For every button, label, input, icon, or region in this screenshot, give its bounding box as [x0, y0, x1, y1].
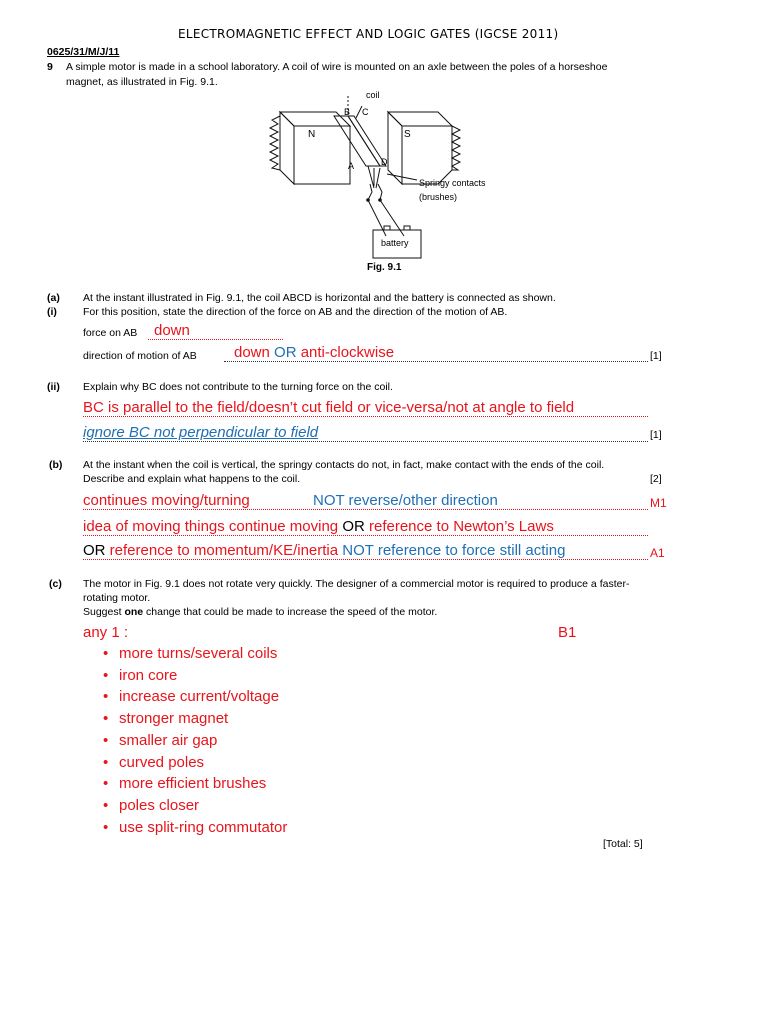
- part-b-mark1: M1: [650, 496, 667, 510]
- part-b-label: (b): [49, 459, 63, 471]
- part-a-ii-text: Explain why BC does not contribute to the turning force on the coil.: [83, 381, 393, 393]
- part-b-marks: [2]: [650, 473, 662, 485]
- list-item: • more turns/several coils: [103, 645, 278, 662]
- page-title: ELECTROMAGNETIC EFFECT AND LOGIC GATES (IGCSE 2011): [178, 27, 559, 41]
- part-b-answer2-red-b: reference to Newton’s Laws: [364, 518, 554, 535]
- part-b-answer1-red: continues moving/turning: [83, 492, 250, 509]
- part-a-ii-marks: [1]: [650, 429, 662, 441]
- part-a-text: At the instant illustrated in Fig. 9.1, the coil ABCD is horizontal and the battery is connected as shown.: [83, 292, 556, 304]
- paper-reference: 0625/31/M/J/11: [47, 46, 120, 58]
- list-item: • smaller air gap: [103, 731, 218, 749]
- part-c-text-line3-b: change that could be made to increase the speed of the motor.: [143, 606, 438, 618]
- total-marks: [Total: 5]: [603, 838, 643, 850]
- list-item: • curved poles: [103, 753, 205, 771]
- figure-9-1: [262, 88, 512, 268]
- part-a-i-label: (i): [47, 306, 57, 318]
- part-b-answer2-or: OR: [342, 518, 365, 535]
- figure-caption: Fig. 9.1: [367, 262, 402, 273]
- part-a-i-text: For this position, state the direction of the force on AB and the direction of the motion of AB.: [83, 306, 508, 318]
- part-a-ii-answer-line1: BC is parallel to the field/doesn’t cut field or vice-versa/not at angle to field: [83, 399, 648, 417]
- part-b-answer3-red: reference to momentum/KE/inertia: [105, 542, 343, 559]
- force-answer: down: [148, 322, 283, 340]
- part-a-label: (a): [47, 292, 60, 304]
- list-item: • more efficient brushes: [103, 775, 267, 793]
- list-item: • stronger magnet: [103, 710, 229, 728]
- part-c-text-line1: The motor in Fig. 9.1 does not rotate very quickly. The designer of a commercial motor is required to produce a faster-: [83, 578, 630, 590]
- any-one-label: any 1 :: [83, 624, 129, 641]
- part-b-answer2-red-a: idea of moving things continue moving: [83, 518, 343, 535]
- south-pole-block: [388, 112, 452, 126]
- label-b: B: [344, 107, 351, 117]
- part-b-answer2: [83, 518, 648, 536]
- label-d: D: [381, 157, 388, 167]
- part-c-text-line3-bold: one: [124, 606, 144, 618]
- part-b-text-line2: Describe and explain what happens to the coil.: [83, 473, 301, 485]
- contacts-label-line1: Springy contacts: [419, 178, 486, 188]
- part-a-ii-answer-line2: ignore BC not perpendicular to field: [83, 424, 319, 441]
- list-item: • iron core: [103, 666, 178, 684]
- part-c-label: (c): [49, 578, 62, 590]
- part-b-answer3-blue: NOT reference to force still acting: [342, 542, 566, 559]
- part-c-mark: B1: [558, 624, 577, 641]
- part-a-i-marks: [1]: [650, 350, 662, 362]
- part-b-answer1-blue: NOT reverse/other direction: [313, 492, 498, 509]
- part-c-text-line3: [83, 606, 437, 618]
- force-on-ab-label: force on AB: [83, 327, 138, 339]
- motion-answer-line: [224, 344, 648, 362]
- pole-n-label: N: [308, 129, 316, 140]
- part-a-ii-answer-line2-wrap: [83, 424, 648, 442]
- part-c-text-line3-a: Suggest: [83, 606, 125, 618]
- speed-suggestions-list: [103, 645, 503, 845]
- pole-s-label: S: [404, 129, 411, 140]
- question-intro-line2: magnet, as illustrated in Fig. 9.1.: [66, 76, 218, 88]
- part-b-mark2: A1: [650, 546, 665, 560]
- motion-answer-or: OR: [274, 344, 297, 361]
- list-item: • increase current/voltage: [103, 688, 280, 706]
- part-b-answer1: [83, 492, 648, 510]
- part-c-text-line2: rotating motor.: [83, 592, 151, 604]
- motion-answer-a: down: [234, 344, 275, 361]
- label-c: C: [362, 107, 369, 117]
- list-item: • use split-ring commutator: [103, 818, 288, 836]
- part-b-answer3-or: OR: [83, 542, 106, 559]
- contacts-label-line2: (brushes): [419, 192, 458, 202]
- label-a: A: [348, 161, 355, 171]
- part-b-text-line1: At the instant when the coil is vertical, the springy contacts do not, in fact, make contact with the ends of the coil.: [83, 459, 605, 471]
- force-answer-line: [148, 322, 283, 339]
- part-b-answer3: [83, 542, 648, 560]
- part-a-ii-label: (ii): [47, 381, 60, 393]
- motion-answer-b: anti-clockwise: [296, 344, 395, 361]
- list-item: • poles closer: [103, 796, 200, 814]
- battery-label: battery: [381, 238, 409, 248]
- question-intro-line1: A simple motor is made in a school laboratory. A coil of wire is mounted on an axle between the poles of a horseshoe: [66, 61, 608, 73]
- question-number: 9: [47, 61, 53, 73]
- coil-label: coil: [366, 90, 380, 100]
- coil: [334, 116, 380, 166]
- motion-label: direction of motion of AB: [83, 350, 197, 362]
